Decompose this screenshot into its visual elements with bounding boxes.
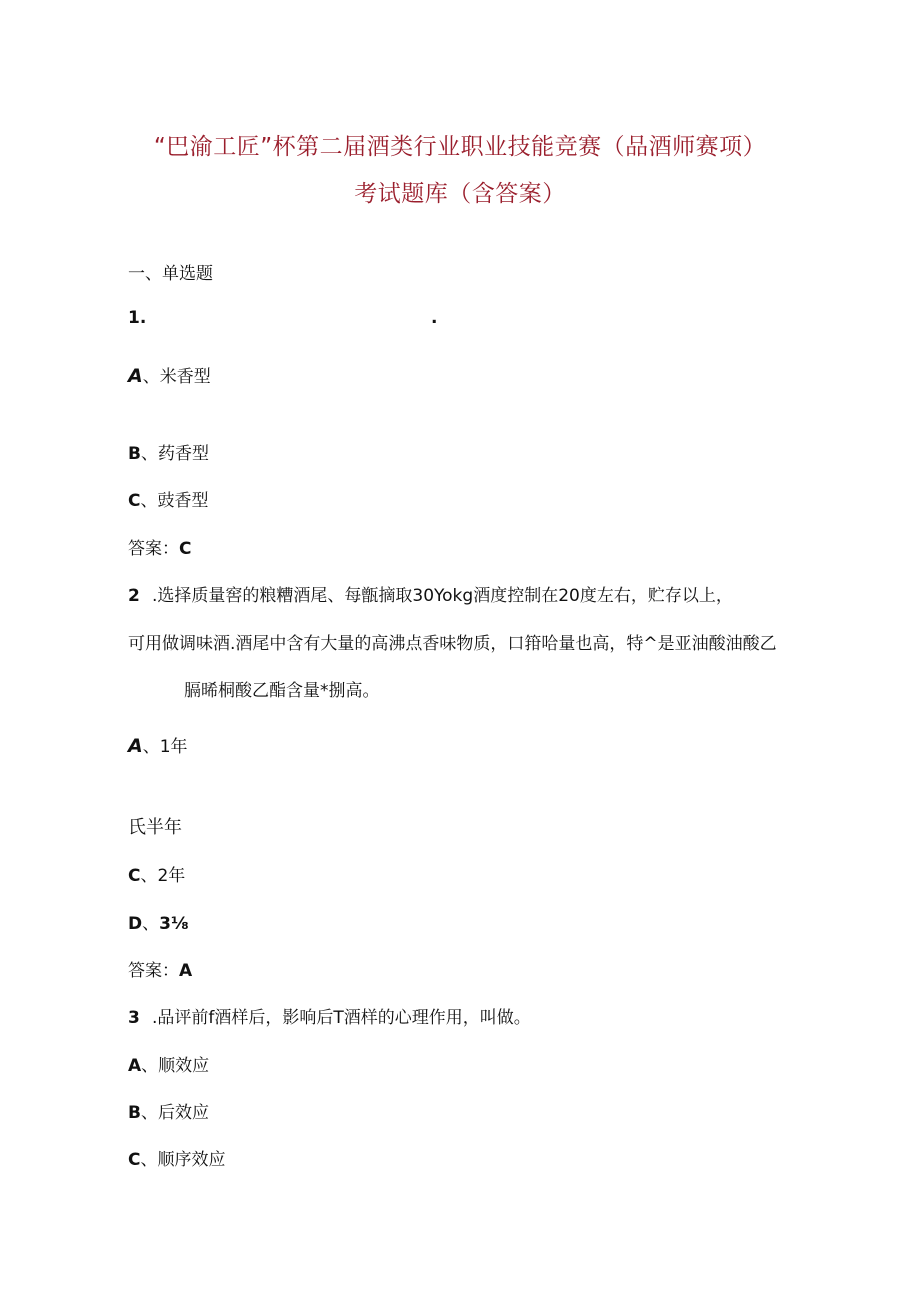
q2-option-c-sep: 、 — [140, 866, 158, 886]
q2-answer — [128, 956, 192, 981]
q2-option-d-text: 3⅛ — [159, 914, 189, 934]
q1-answer — [128, 534, 191, 559]
question-1-trailing-dot: . — [431, 308, 438, 328]
question-2-number: 2 — [128, 586, 140, 606]
question-2-text-line1: .选择质量窖的粮糟酒尾、每甑摘取30Yokg酒度控制在20度左右，贮存以上， — [152, 586, 733, 606]
q3-option-a-sep: 、 — [141, 1056, 159, 1076]
q2-option-d-sep: 、 — [142, 914, 160, 934]
q3-option-c-letter: C — [128, 1150, 141, 1170]
q1-answer-value: C — [179, 539, 192, 559]
q1-option-c-sep: 、 — [140, 491, 158, 511]
question-3-number: 3 — [128, 1008, 140, 1028]
q1-option-b-letter: B — [128, 444, 141, 464]
q3-option-b-letter: B — [128, 1103, 141, 1123]
q1-option-a-sep: 、 — [142, 367, 160, 387]
q2-option-a-letter: A — [128, 735, 143, 757]
q1-option-b-sep: 、 — [140, 444, 158, 464]
q3-option-c-text: 顺序效应 — [157, 1150, 226, 1170]
q2-option-d — [128, 909, 189, 934]
question-2-line2: 可用做调味酒.酒尾中含有大量的高沸点香味物质，口箝哈量也高，特^是亚油酸油酸乙 — [128, 634, 777, 654]
section-heading: 一、单选题 — [128, 264, 213, 284]
q3-option-b — [128, 1098, 209, 1123]
q1-option-a-text: 米香型 — [159, 367, 211, 387]
q2-option-b — [128, 813, 182, 839]
q2-option-c — [128, 861, 185, 886]
q1-option-a-letter: A — [128, 365, 143, 387]
question-2-line3: 膈晞桐酸乙酯含量*捌高。 — [184, 681, 380, 701]
q3-option-c-sep: 、 — [140, 1150, 158, 1170]
q3-option-c — [128, 1145, 225, 1170]
q2-option-c-text: 2年 — [157, 866, 186, 886]
q3-option-b-text: 后效应 — [157, 1103, 209, 1123]
question-3-line1 — [128, 1003, 531, 1028]
q2-answer-label: 答案： — [128, 961, 179, 981]
question-2-line1 — [128, 581, 733, 606]
q3-option-b-sep: 、 — [140, 1103, 158, 1123]
q2-option-b-text: 氏半年 — [128, 817, 182, 838]
q1-option-a — [128, 362, 211, 387]
q1-option-b-text: 药香型 — [157, 444, 209, 464]
q2-option-d-letter: D — [128, 914, 143, 934]
q3-option-a-text: 顺效应 — [158, 1056, 210, 1076]
q2-option-a-text: 1年 — [159, 737, 188, 757]
q1-option-c-text: 豉香型 — [157, 491, 209, 511]
q2-option-a — [128, 732, 188, 757]
document-title-line1: “巴渝工匠”杯第二届酒类行业职业技能竞赛（品酒师赛项） — [153, 134, 767, 160]
q1-option-c — [128, 486, 208, 511]
q3-option-a — [128, 1051, 209, 1076]
question-3-text-line1: .品评前f酒样后，影响后T酒样的心理作用，叫做。 — [152, 1008, 531, 1028]
q3-option-a-letter: A — [128, 1056, 142, 1076]
question-1-number: 1. — [128, 308, 147, 328]
q1-option-c-letter: C — [128, 491, 141, 511]
q2-option-c-letter: C — [128, 866, 141, 886]
document-title-line2: 考试题库（含答案） — [354, 181, 566, 207]
q2-answer-value: A — [179, 961, 193, 981]
q1-answer-label: 答案： — [128, 539, 179, 559]
q1-option-b — [128, 439, 209, 464]
q2-option-a-sep: 、 — [142, 737, 160, 757]
